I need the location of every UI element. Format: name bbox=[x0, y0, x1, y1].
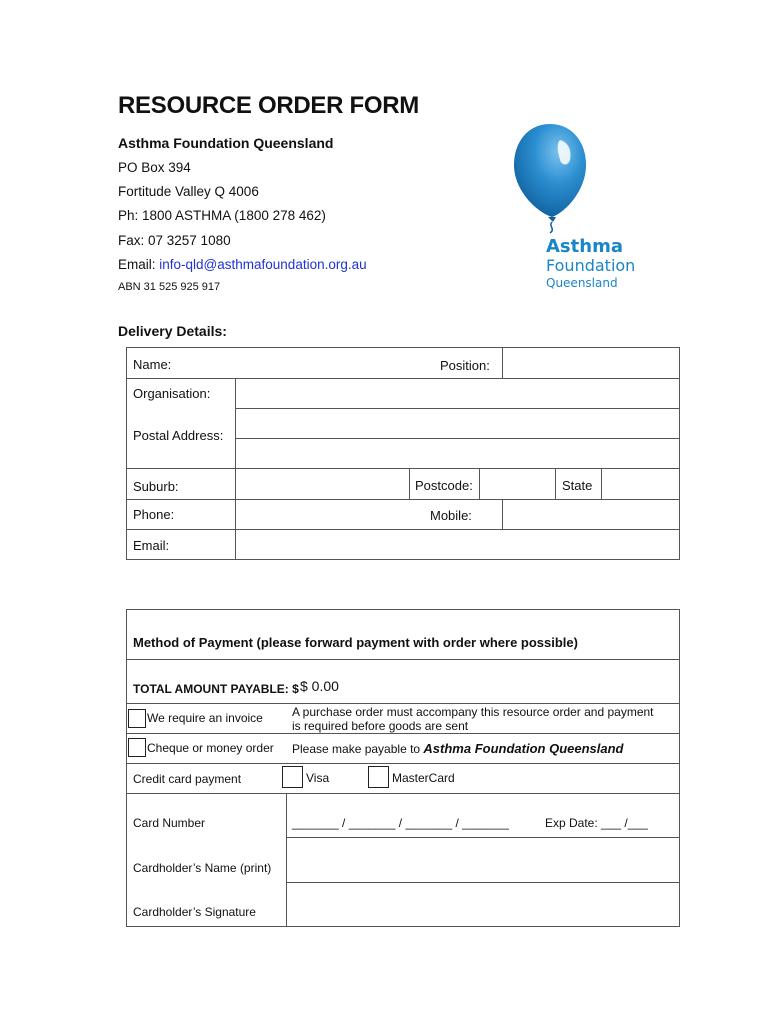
postal-address-input-2[interactable] bbox=[236, 439, 679, 468]
delivery-section-title: Delivery Details: bbox=[118, 323, 227, 339]
payment-section-title: Method of Payment (please forward payment with order where possible) bbox=[133, 635, 578, 650]
visa-label: Visa bbox=[306, 771, 330, 785]
organisation-input[interactable] bbox=[236, 379, 679, 408]
cheque-note bbox=[292, 741, 624, 756]
cardholder-name-label: Cardholder’s Name (print) bbox=[133, 861, 272, 875]
phone-input[interactable] bbox=[236, 500, 426, 529]
credit-card-label: Credit card payment bbox=[133, 772, 242, 786]
cardholder-name-input[interactable] bbox=[287, 838, 679, 882]
visa-checkbox[interactable] bbox=[282, 766, 303, 788]
logo-text-asthma: Asthma bbox=[546, 236, 623, 257]
mobile-label: Mobile: bbox=[430, 508, 472, 523]
contact-email bbox=[118, 257, 367, 272]
fax-number: Fax: 07 3257 1080 bbox=[118, 233, 231, 248]
name-input[interactable] bbox=[236, 348, 426, 377]
email-input[interactable] bbox=[236, 530, 679, 559]
postcode-label: Postcode: bbox=[415, 478, 473, 493]
page-title: RESOURCE ORDER FORM bbox=[118, 92, 419, 119]
organisation-label: Organisation: bbox=[133, 386, 211, 401]
position-input[interactable] bbox=[503, 348, 679, 377]
invoice-label: We require an invoice bbox=[147, 711, 263, 725]
invoice-note-line-2: is required before goods are sent bbox=[292, 719, 469, 733]
exp-date-input[interactable]: Exp Date: ___ /___ bbox=[545, 816, 648, 830]
cardholder-signature-label: Cardholder’s Signature bbox=[133, 905, 256, 919]
name-label: Name: bbox=[133, 357, 172, 372]
balloon-icon bbox=[510, 120, 590, 235]
cheque-payee: Asthma Foundation Queensland bbox=[423, 741, 624, 756]
invoice-checkbox[interactable] bbox=[128, 709, 146, 728]
cheque-checkbox[interactable] bbox=[128, 738, 146, 757]
suburb-label: Suburb: bbox=[133, 479, 179, 494]
org-name: Asthma Foundation Queensland bbox=[118, 135, 334, 151]
email-label: Email: bbox=[118, 257, 156, 272]
postcode-input[interactable] bbox=[480, 469, 555, 499]
postal-address-label: Postal Address: bbox=[133, 428, 224, 443]
state-input[interactable] bbox=[602, 469, 679, 499]
position-label: Position: bbox=[440, 358, 490, 373]
mobile-input[interactable] bbox=[503, 500, 679, 529]
phone-label: Phone: bbox=[133, 507, 175, 522]
mastercard-checkbox[interactable] bbox=[368, 766, 389, 788]
state-label: State bbox=[562, 478, 593, 493]
mastercard-label: MasterCard bbox=[392, 771, 455, 785]
card-number-label: Card Number bbox=[133, 816, 206, 830]
suburb-input[interactable] bbox=[236, 469, 409, 499]
email-link[interactable]: info-qld@asthmafoundation.org.au bbox=[159, 257, 367, 272]
invoice-note-line-1: A purchase order must accompany this resource order and payment bbox=[292, 705, 654, 719]
card-number-input[interactable]: _______ / _______ / _______ / _______ bbox=[292, 816, 509, 830]
cardholder-signature-input[interactable] bbox=[287, 883, 679, 926]
postal-address-input-1[interactable] bbox=[236, 409, 679, 438]
email-field-label: Email: bbox=[133, 538, 170, 553]
city: Fortitude Valley Q 4006 bbox=[118, 184, 259, 199]
cheque-label: Cheque or money order bbox=[147, 741, 274, 755]
po-box: PO Box 394 bbox=[118, 160, 191, 175]
abn: ABN 31 525 925 917 bbox=[118, 281, 221, 293]
logo-text-foundation: Foundation bbox=[546, 256, 636, 275]
phone-number: Ph: 1800 ASTHMA (1800 278 462) bbox=[118, 208, 326, 223]
cheque-note-prefix: Please make payable to bbox=[292, 742, 424, 756]
total-amount-label: TOTAL AMOUNT PAYABLE: $ bbox=[133, 682, 299, 696]
total-amount-value: $ 0.00 bbox=[300, 678, 339, 694]
logo-text-queensland: Queensland bbox=[546, 276, 618, 290]
